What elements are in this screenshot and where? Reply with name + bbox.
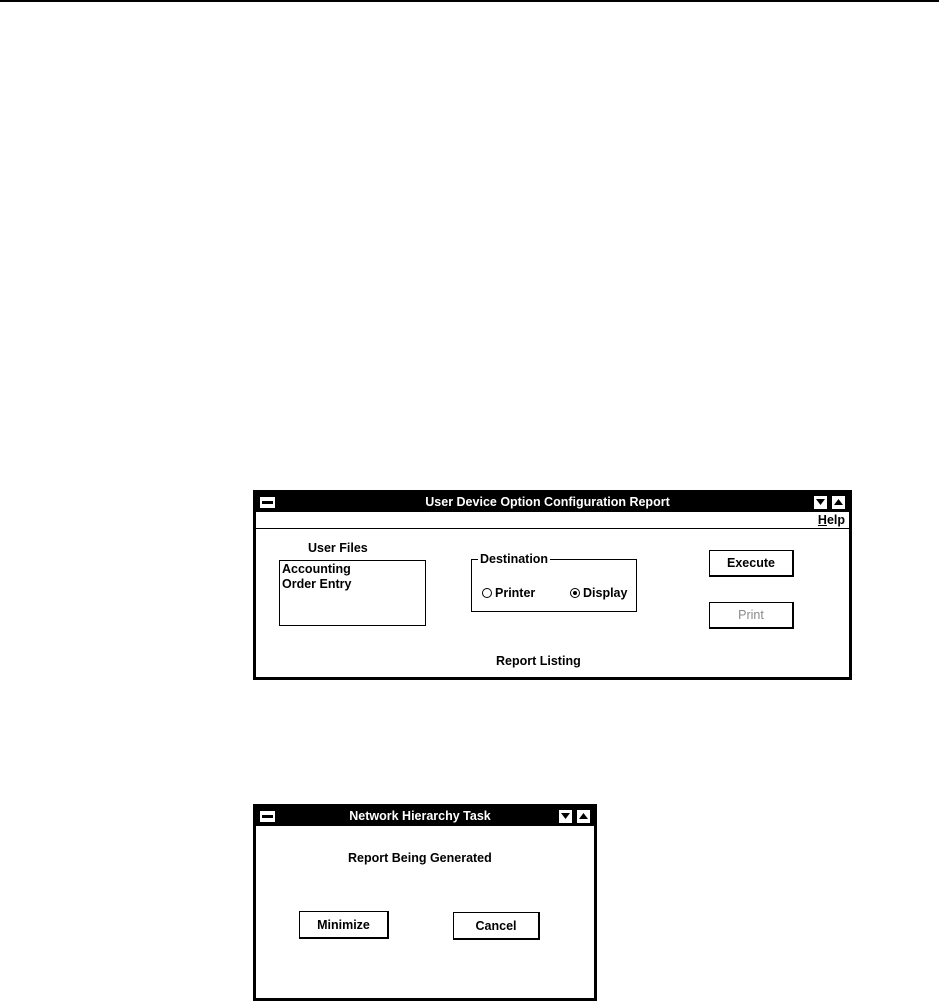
destination-label: Destination: [480, 552, 549, 566]
menu-help-mnemonic: H: [817, 513, 827, 527]
page-top-rule: [0, 0, 939, 2]
radio-selected-icon: [570, 588, 580, 598]
menu-bar: [256, 512, 849, 529]
maximize-window-button[interactable]: [831, 495, 846, 510]
menu-help-rest: elp: [826, 513, 845, 527]
user-files-label: User Files: [308, 541, 368, 555]
cancel-button[interactable]: Cancel: [453, 912, 540, 940]
destination-groupbox: [471, 552, 637, 612]
report-dialog-titlebar[interactable]: [256, 493, 849, 512]
minimize-window-button[interactable]: [558, 809, 573, 824]
radio-unselected-icon: [482, 588, 492, 598]
radio-display-label: Display: [583, 586, 628, 600]
arrow-down-icon: [816, 499, 825, 506]
radio-printer[interactable]: [482, 586, 535, 600]
progress-message: Report Being Generated: [348, 851, 492, 865]
status-report-listing: Report Listing: [496, 654, 581, 668]
arrow-down-icon: [561, 813, 570, 820]
system-menu-icon[interactable]: [259, 496, 276, 509]
window-title: Network Hierarchy Task: [349, 809, 491, 823]
maximize-window-button[interactable]: [576, 809, 591, 824]
window-title: User Device Option Configuration Report: [425, 495, 670, 509]
user-files-listbox[interactable]: [279, 560, 426, 626]
menu-help[interactable]: [818, 512, 845, 528]
execute-button[interactable]: Execute: [709, 550, 794, 577]
minimize-window-button[interactable]: [813, 495, 828, 510]
radio-printer-label: Printer: [495, 586, 536, 600]
radio-display[interactable]: [570, 586, 627, 600]
arrow-up-icon: [834, 499, 843, 506]
minimize-button[interactable]: Minimize: [299, 911, 389, 939]
list-item[interactable]: Accounting: [282, 562, 351, 576]
print-button[interactable]: Print: [709, 602, 794, 629]
list-item[interactable]: Order Entry: [282, 577, 352, 591]
report-dialog-window: [253, 490, 852, 680]
system-menu-icon[interactable]: [259, 810, 276, 823]
task-dialog-window: [253, 804, 597, 1001]
arrow-up-icon: [579, 813, 588, 820]
task-dialog-titlebar[interactable]: [256, 807, 594, 826]
